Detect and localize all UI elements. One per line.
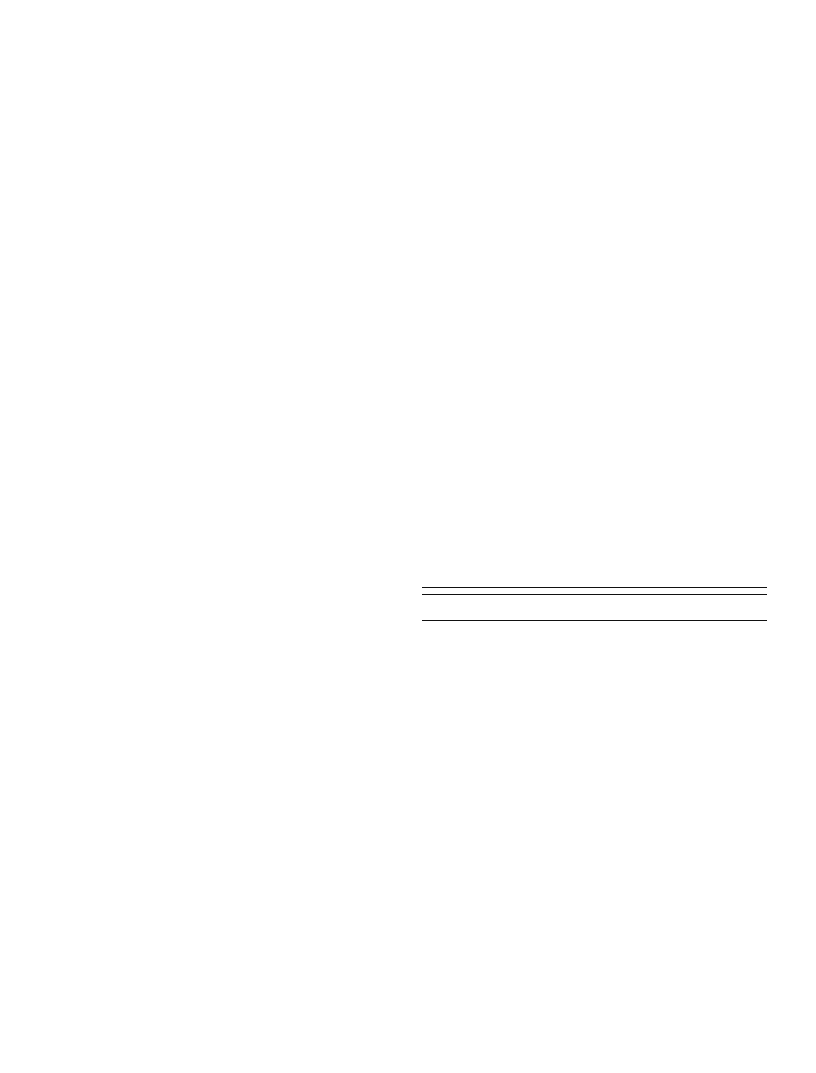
table-header-row xyxy=(422,588,767,595)
figure-5 xyxy=(80,88,740,353)
total-label xyxy=(422,610,601,621)
total-atp xyxy=(601,610,656,621)
figure-6 xyxy=(60,428,415,633)
col-header-enzymes xyxy=(422,588,601,595)
col-header-adp xyxy=(657,588,712,595)
total-amp xyxy=(712,610,767,621)
col-header-amp xyxy=(712,588,767,595)
table-total-row xyxy=(422,610,767,621)
table-4 xyxy=(422,583,767,621)
total-adp xyxy=(657,610,712,621)
col-header-atp xyxy=(601,588,656,595)
